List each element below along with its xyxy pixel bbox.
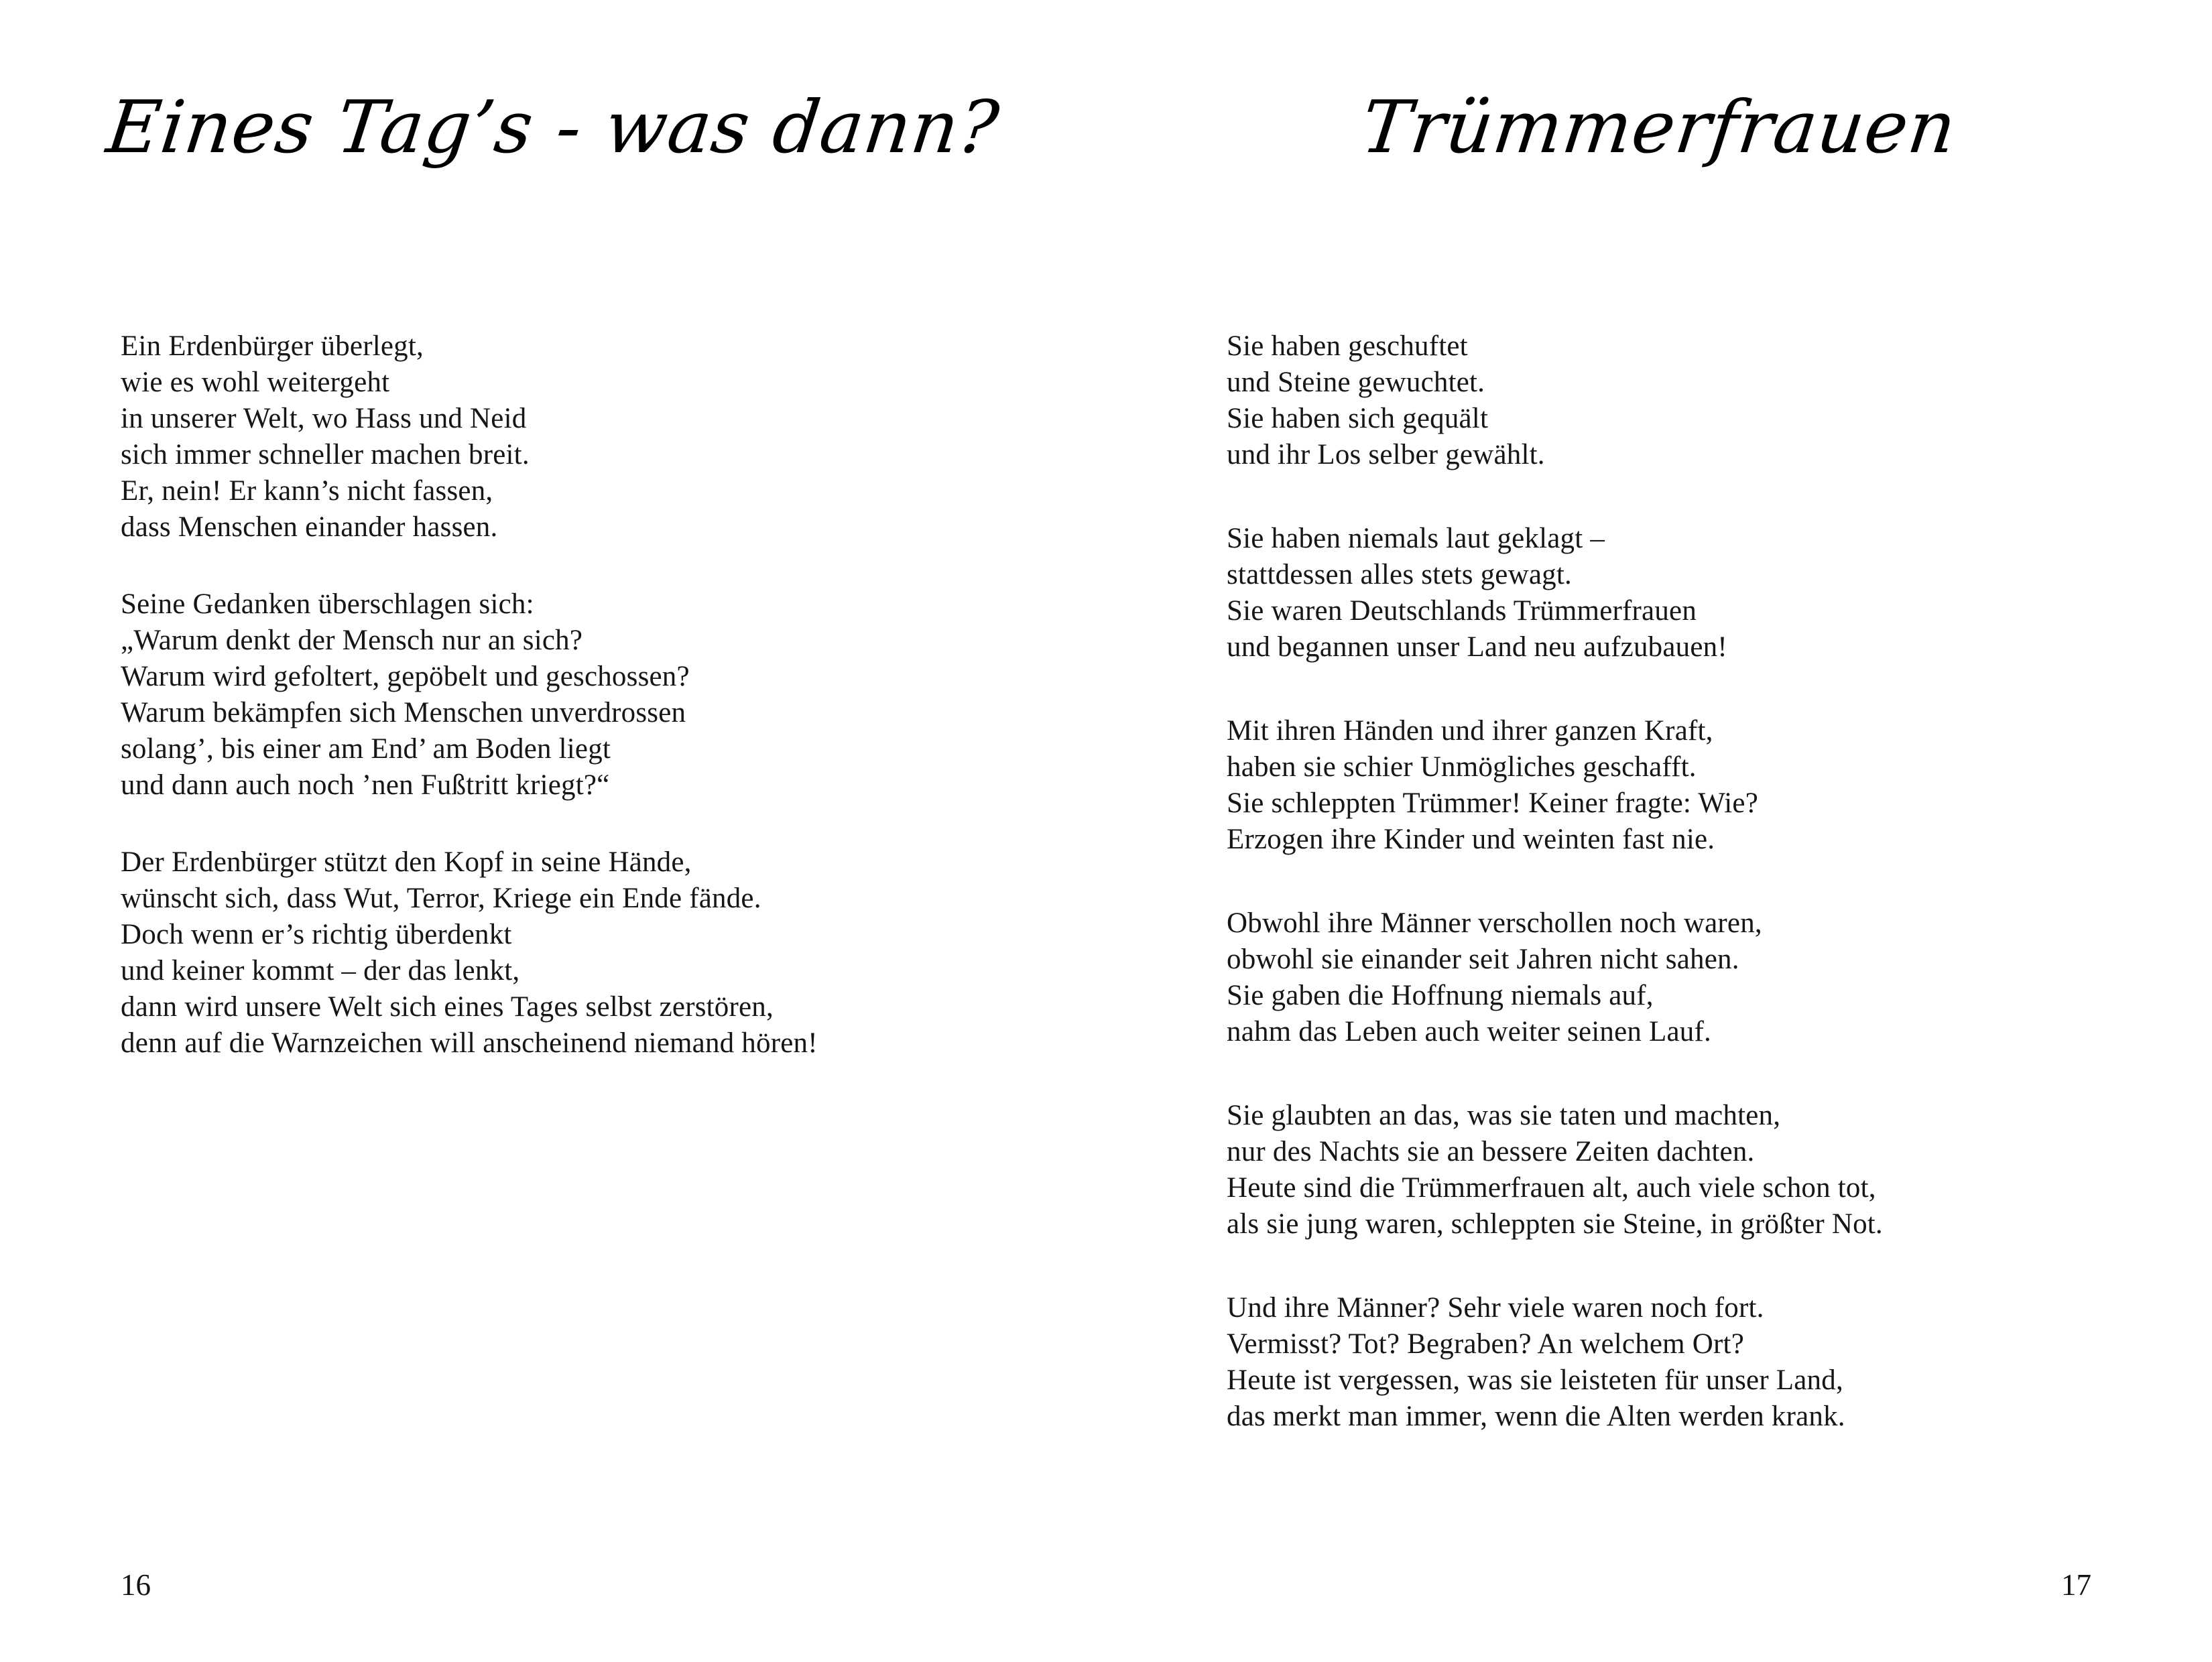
poem-line: das merkt man immer, wenn die Alten werden krank. xyxy=(1227,1401,1845,1432)
stanza xyxy=(1227,1098,2132,1242)
book-page-right xyxy=(1106,0,2212,1662)
poem-line: Obwohl ihre Männer verschollen noch waren, xyxy=(1227,907,1762,939)
poem-line: und begannen unser Land neu aufzubauen! xyxy=(1227,631,1727,663)
stanza xyxy=(1227,521,2132,665)
poem-line: Sie glaubten an das, was sie taten und machten, xyxy=(1227,1100,1781,1131)
poem-line: und ihr Los selber gewählt. xyxy=(1227,439,1545,470)
stanza xyxy=(1227,713,2132,858)
poem-line: wie es wohl weitergeht xyxy=(121,367,390,398)
poem-line: „Warum denkt der Mensch nur an sich? xyxy=(121,625,583,656)
poem-left xyxy=(121,328,1026,1102)
poem-line: Er, nein! Er kann’s nicht fassen, xyxy=(121,475,493,507)
stanza xyxy=(1227,905,2132,1050)
page-number-right: 17 xyxy=(2061,1568,2091,1602)
poem-line: Sie gaben die Hoffnung niemals auf, xyxy=(1227,980,1654,1011)
poem-right xyxy=(1227,328,2132,1482)
poem-line: Der Erdenbürger stützt den Kopf in seine Hände, xyxy=(121,846,692,878)
poem-line: und dann auch noch ’nen Fußtritt kriegt?“ xyxy=(121,769,610,801)
poem-line: Sie haben sich gequält xyxy=(1227,403,1489,434)
poem-line: Ein Erdenbürger überlegt, xyxy=(121,330,424,362)
stanza xyxy=(1227,1290,2132,1435)
poem-line: denn auf die Warnzeichen will anscheinend niemand hören! xyxy=(121,1027,818,1059)
poem-line: stattdessen alles stets gewagt. xyxy=(1227,559,1572,590)
poem-line: Heute sind die Trümmerfrauen alt, auch viele schon tot, xyxy=(1227,1172,1876,1204)
poem-line: Mit ihren Händen und ihrer ganzen Kraft, xyxy=(1227,715,1713,747)
poem-line: Erzogen ihre Kinder und weinten fast nie. xyxy=(1227,824,1715,855)
poem-line: Sie haben niemals laut geklagt – xyxy=(1227,523,1605,554)
poem-line: Sie haben geschuftet xyxy=(1227,330,1468,362)
poem-line: und Steine gewuchtet. xyxy=(1227,367,1485,398)
poem-line: Heute ist vergessen, was sie leisteten für unser Land, xyxy=(1227,1364,1843,1396)
poem-line: Doch wenn er’s richtig überdenkt xyxy=(121,919,512,950)
page-number-left: 16 xyxy=(121,1568,151,1602)
poem-line: nur des Nachts sie an bessere Zeiten dachten. xyxy=(1227,1136,1755,1167)
poem-line: Warum wird gefoltert, gepöbelt und geschossen? xyxy=(121,661,690,692)
poem-line: Sie waren Deutschlands Trümmerfrauen xyxy=(1227,595,1697,627)
poem-title-left: Eines Tag’s - was dann? xyxy=(102,86,1004,170)
poem-line: Und ihre Männer? Sehr viele waren noch fort. xyxy=(1227,1292,1764,1324)
poem-line: und keiner kommt – der das lenkt, xyxy=(121,955,520,986)
stanza xyxy=(1227,328,2132,473)
poem-line: Sie schleppten Trümmer! Keiner fragte: Wie? xyxy=(1227,787,1758,819)
stanza xyxy=(121,844,1026,1062)
poem-line: dass Menschen einander hassen. xyxy=(121,511,498,543)
poem-line: wünscht sich, dass Wut, Terror, Kriege ein Ende fände. xyxy=(121,883,761,914)
poem-title-right: Trümmerfrauen xyxy=(1357,86,1961,170)
poem-line: Vermisst? Tot? Begraben? An welchem Ort? xyxy=(1227,1328,1744,1360)
stanza xyxy=(121,328,1026,546)
poem-line: Warum bekämpfen sich Menschen unverdrossen xyxy=(121,697,686,728)
poem-line: solang’, bis einer am End’ am Boden liegt xyxy=(121,733,611,765)
poem-line: in unserer Welt, wo Hass und Neid xyxy=(121,403,527,434)
poem-line: nahm das Leben auch weiter seinen Lauf. xyxy=(1227,1016,1711,1047)
poem-line: obwohl sie einander seit Jahren nicht sahen. xyxy=(1227,944,1739,975)
poem-line: haben sie schier Unmögliches geschafft. xyxy=(1227,751,1697,783)
stanza xyxy=(121,586,1026,804)
poem-line: Seine Gedanken überschlagen sich: xyxy=(121,588,534,620)
poem-line: dann wird unsere Welt sich eines Tages selbst zerstören, xyxy=(121,991,774,1023)
poem-line: sich immer schneller machen breit. xyxy=(121,439,530,470)
poem-line: als sie jung waren, schleppten sie Steine, in größter Not. xyxy=(1227,1208,1883,1240)
